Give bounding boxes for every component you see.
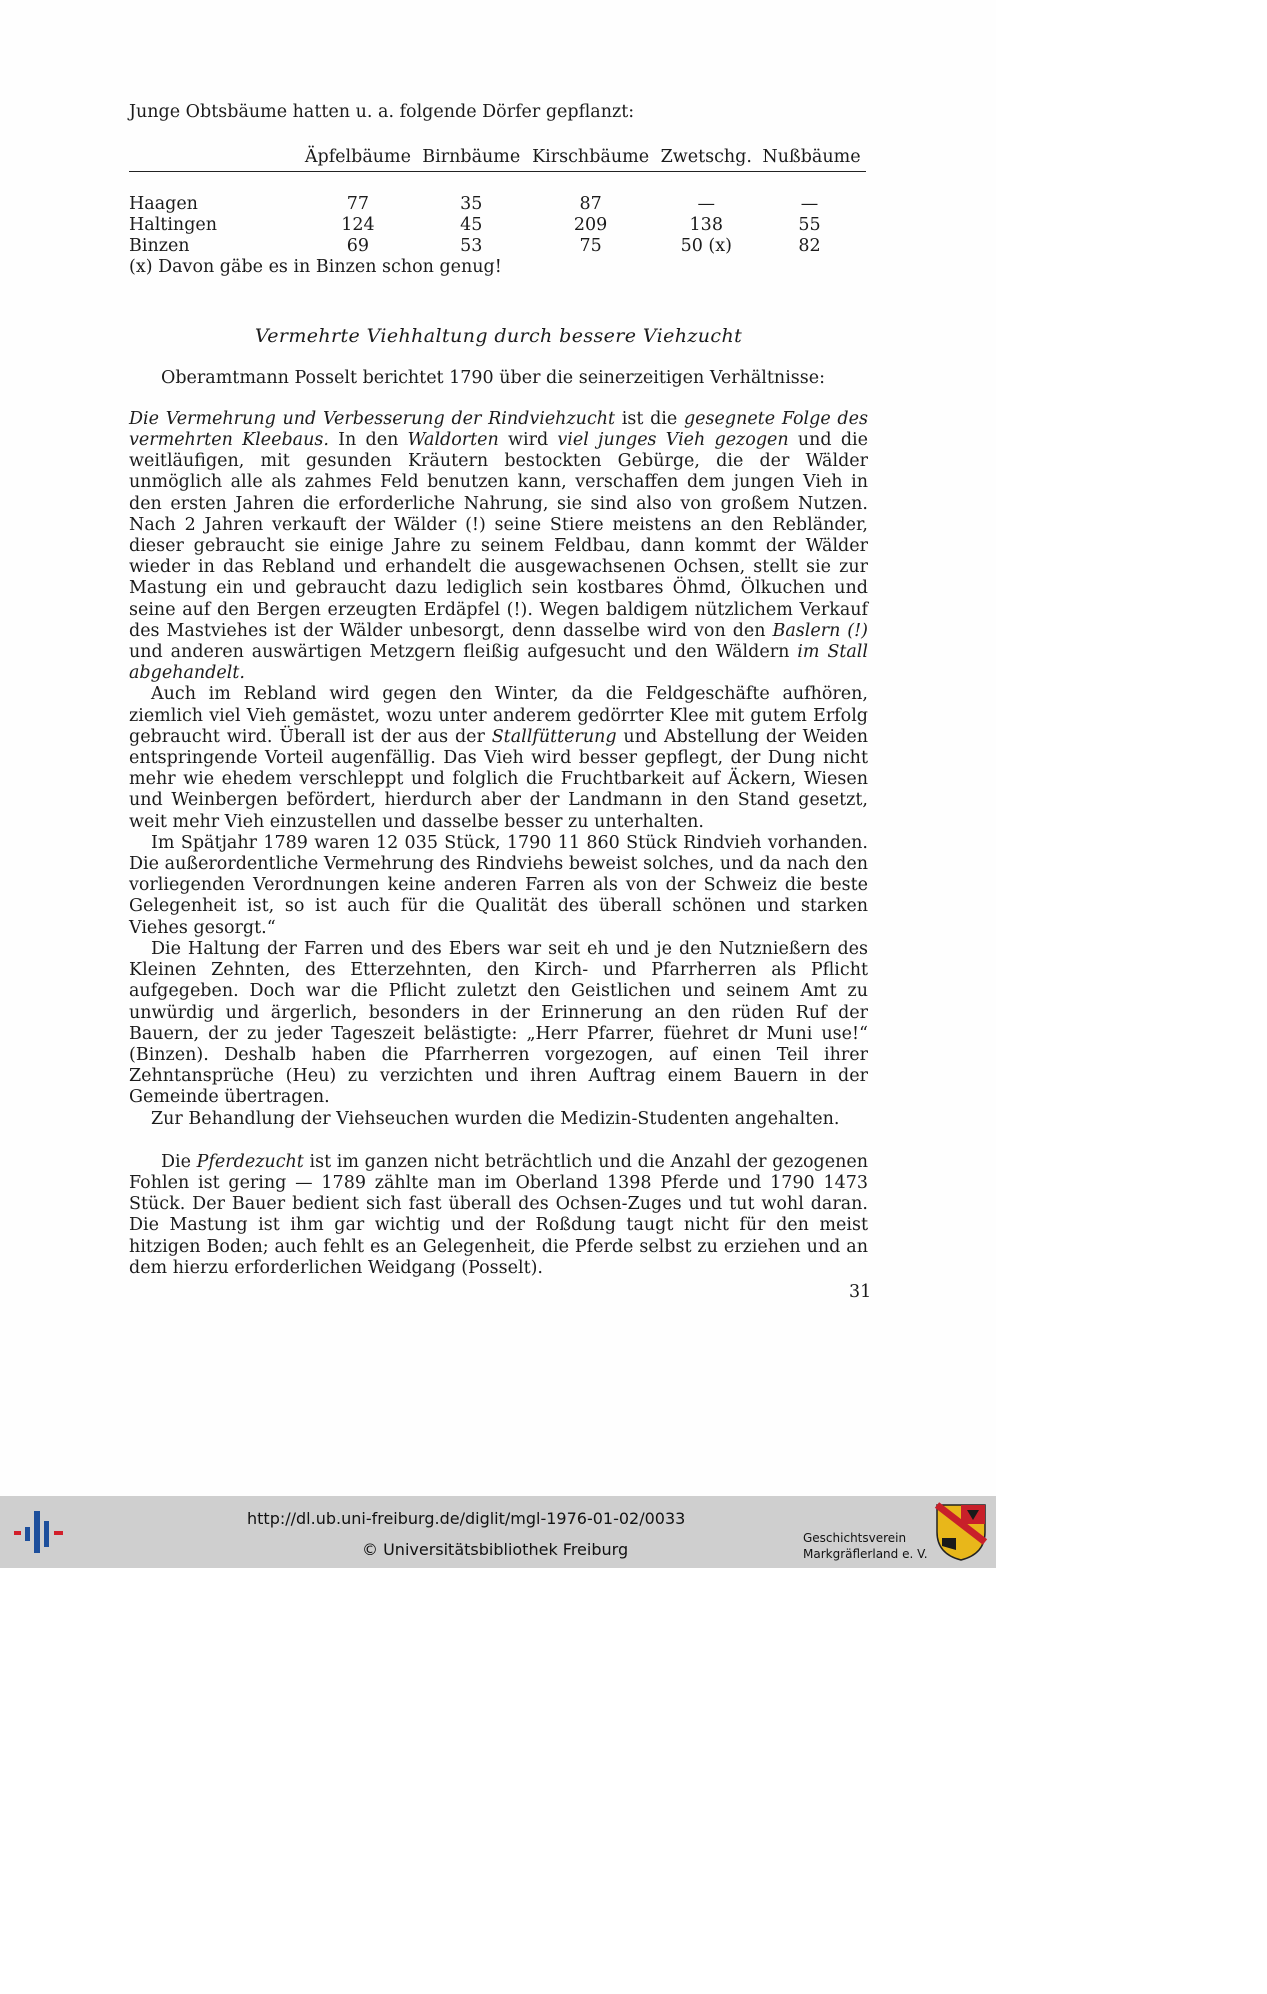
italic-phrase: Waldorten: [407, 430, 499, 451]
table-header-cell: Birnbäume: [417, 127, 526, 172]
village-name: Binzen: [129, 236, 190, 257]
footer-url-link[interactable]: http://dl.ub.uni-freiburg.de/diglit/mgl-1976-01-02/0033: [247, 1509, 686, 1528]
text-span: und die weitläufigen, mit gesunden Kräutern bestockten Gebürge, die der Wälder unmöglich alle als zahmes Feld benutzen kann, verschaffen dem jungen Vieh in den ersten Jahren die erforderliche Nahrung, sie sind also von großem Nutzen. Nach 2 Jahren verkauft der Wälder (!) seine Stiere meistens an den Rebländer, dieser gebraucht sie einige Jahre zu seinem Feldbau, dann kommt der Wälder wieder in das Rebland und erhandelt die ausgewachsenen Ochsen, stellt sie zur Mastung ein und gebraucht dazu lediglich sein kostbares Öhmd, Ölkuchen und seine auf den Bergen erzeugten Erdäpfel (!). Wegen baldigem nützlichem Verkauf des Mastviehes ist der Wälder unbesorgt, denn dasselbe wird von den: [129, 430, 868, 641]
italic-phrase: im Stall abgehandelt.: [129, 642, 868, 684]
table-cell: —: [697, 194, 715, 215]
table-cell: 45: [460, 215, 483, 236]
text-span: und Abstellung der Weiden entspringende Vorteil augenfällig. Das Vieh wird besser gepflegt, der Dung nicht mehr wie ehedem verschleppt und folglich die Fruchtbarkeit auf Äckern, Wiesen und Weinbergen befördert, hierdurch aber der Landmann in den Stand gesetzt, weit mehr Vieh einzustellen und dasselbe besser zu unterhalten.: [129, 726, 868, 832]
village-name: Haagen: [129, 194, 198, 215]
table-header-cell: Äpfelbäume: [299, 127, 417, 172]
section-heading: Vermehrte Viehhaltung durch bessere Viehzucht: [254, 325, 743, 348]
table-cell: 75: [579, 236, 602, 257]
table-cell: 138: [689, 215, 723, 236]
text-span: Auch im Rebland wird gegen den Winter, da die Feldgeschäfte aufhören, ziemlich viel Vieh gemästet, wozu unter anderem gedörrter Klee mit gutem Erfolg gebraucht wird. Überall ist der aus der: [129, 684, 868, 747]
lead-paragraph: Oberamtmann Posselt berichtet 1790 über die seinerzeitigen Verhältnisse:: [161, 367, 826, 388]
table-cell: 69: [346, 236, 370, 257]
coat-of-arms-icon: [934, 1502, 988, 1562]
table-header-row: [129, 127, 866, 172]
quote-paragraph: [129, 409, 868, 685]
paragraph-gap: [129, 1130, 868, 1152]
table-cell: 124: [341, 215, 375, 236]
fruit-tree-table: [129, 127, 866, 257]
org-name-line: Markgräflerland e. V.: [803, 1547, 928, 1561]
text-span: In den: [328, 430, 408, 451]
text-span: Die: [161, 1151, 197, 1172]
italic-phrase: Baslern (!): [772, 620, 868, 641]
footer-organization: [803, 1530, 928, 1562]
table-header-cell: Kirschbäume: [526, 127, 656, 172]
table-cell: 50 (x): [680, 236, 732, 257]
footer-bar: [0, 1496, 996, 1568]
table-header-cell: [129, 127, 299, 172]
footer-copyright: © Universitätsbibliothek Freiburg: [362, 1540, 629, 1559]
text-span: und anderen auswärtigen Metzgern fleißig aufgesucht und den Wäldern: [129, 642, 798, 663]
quote-paragraph: [129, 684, 868, 832]
table-footnote: (x) Davon gäbe es in Binzen schon genug!: [129, 257, 502, 278]
italic-phrase: Stallfütterung: [491, 726, 617, 747]
italic-phrase: Pferdezucht: [196, 1151, 304, 1172]
org-name-line: Geschichtsverein: [803, 1531, 907, 1545]
table-header-cell: Nußbäume: [757, 127, 866, 172]
body-paragraph: Die Haltung der Farren und des Ebers war seit eh und je den Nutznießern des Kleinen Zehnten, des Etterzehnten, den Kirch- und Pfarrherren als Pflicht aufgegeben. Doch war die Pflicht zuletzt den Geistlichen und seinem Amt zu unwürdig und ärgerlich, besonders in der Erinnerung an den rüden Ruf der Bauern, der zu jeder Tageszeit belästigte: „Herr Pfarrer, füehret dr Muni use!“ (Binzen). Deshalb haben die Pfarrherren vorgezogen, auf einen Teil ihrer Zehntansprüche (Heu) zu verzichten und ihren Auftrag einem Bauern in der Gemeinde übertragen.: [129, 938, 868, 1108]
body-paragraph: Zur Behandlung der Viehseuchen wurden die Medizin-Studenten angehalten.: [151, 1108, 840, 1129]
table-row: [129, 172, 866, 216]
table-cell: —: [800, 194, 819, 215]
ub-freiburg-logo-icon: [14, 1507, 64, 1557]
table-header-cell: Zwetschg.: [656, 127, 757, 172]
text-span: ist im ganzen nicht beträchtlich und die Anzahl der gezogenen Fohlen ist gering — 1789 zählte man im Oberland 1398 Pferde und 1790 1473 Stück. Der Bauer bedient sich fast überall des Ochsen-Zuges und tut wohl daran. Die Mastung ist ihm gar wichtig und der Roßdung taugt nicht für den meist hitzigen Boden; auch fehlt es an Gelegenheit, die Pferde selbst zu erziehen und an dem hierzu erforderlichen Weidgang (Posselt).: [129, 1151, 868, 1278]
italic-phrase: gesegnete Folge des vermehrten Kleebaus.: [129, 408, 868, 451]
table-cell: 82: [798, 236, 821, 257]
table-cell: 87: [579, 194, 602, 215]
table-cell: 77: [346, 194, 370, 215]
italic-phrase: viel junges Vieh gezogen: [557, 430, 789, 451]
text-span: wird: [498, 430, 558, 451]
table-cell: 55: [798, 215, 821, 236]
village-name: Haltingen: [129, 215, 218, 236]
page-number: 31: [849, 1282, 872, 1302]
table-row: [129, 215, 866, 236]
page-content: [129, 102, 868, 1279]
table-cell: 35: [460, 194, 483, 215]
table-row: [129, 236, 866, 257]
table-cell: 53: [460, 236, 483, 257]
body-paragraph: [129, 1152, 868, 1279]
intro-line: Junge Obtsbäume hatten u. a. folgende Dörfer gepflanzt:: [129, 102, 635, 122]
quote-paragraph: Im Spätjahr 1789 waren 12 035 Stück, 1790 11 860 Stück Rindvieh vorhanden. Die außerordentliche Vermehrung des Rindviehs beweist solches, und da nach den vorliegenden Verordnungen keine anderen Farren als von der Schweiz die beste Gelegenheit ist, so ist auch für die Qualität des überall schönen und starken Viehes gesorgt.“: [129, 832, 868, 938]
text-span: ist die: [615, 408, 684, 429]
table-cell: 209: [573, 215, 608, 236]
italic-phrase: Die Vermehrung und Verbesserung der Rindviehzucht: [129, 408, 616, 429]
